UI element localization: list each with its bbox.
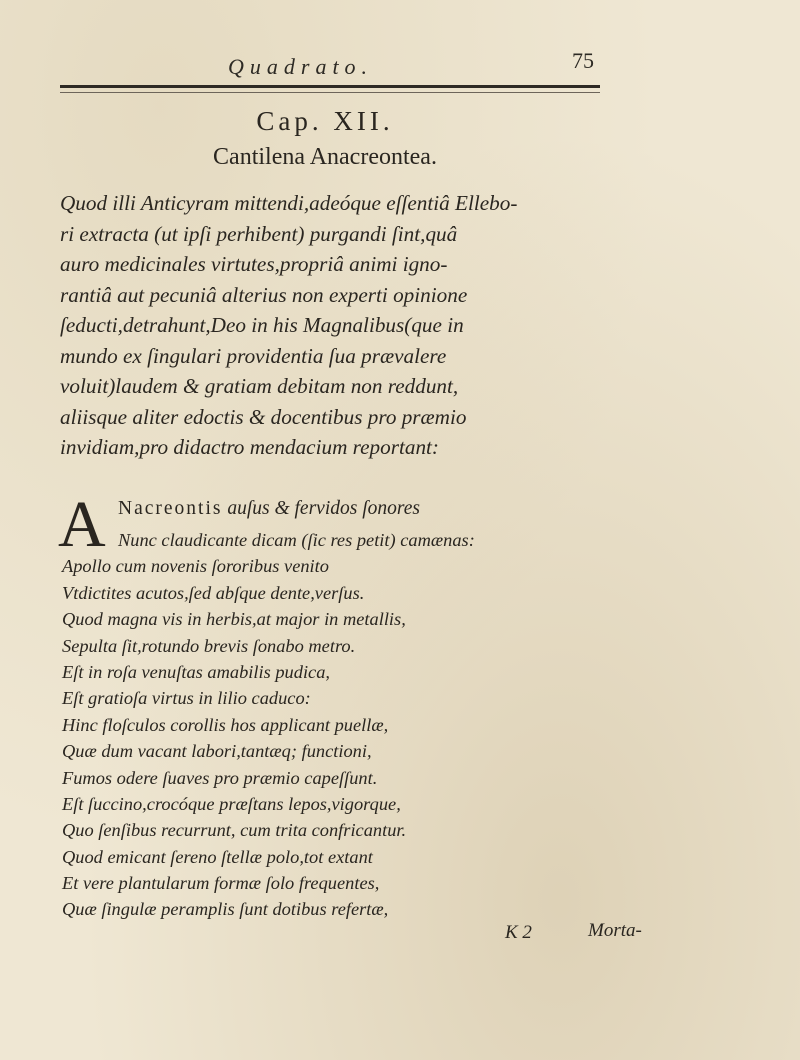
poem-line: Quo ſenſibus recurrunt, cum trita confricantur. bbox=[62, 820, 407, 841]
poem-line: Eſt ſuccino,crocóque præſtans lepos,vigorque, bbox=[62, 793, 401, 814]
poem-line: Vtdictites acutos,ſed abſque dente,verſus. bbox=[62, 582, 365, 603]
poem-line: Fumos odere ſuaves pro præmio capeſſunt. bbox=[62, 767, 378, 788]
intro-paragraph bbox=[60, 188, 628, 463]
intro-line: ri extracta (ut ipſi perhibent) purgandi ſint,quâ bbox=[60, 221, 458, 246]
header-rule bbox=[60, 85, 600, 93]
intro-line: rantiâ aut pecuniâ alterius non experti opinione bbox=[60, 282, 468, 307]
intro-line: Quod illi Anticyram mittendi,adeóque eſſentiâ Ellebo- bbox=[60, 191, 518, 215]
poem-first-line-rest: auſus & fervidos ſonores bbox=[227, 498, 420, 519]
poem-line: Apollo cum novenis ſororibus venito bbox=[62, 556, 329, 577]
poem-line: Quæ dum vacant labori,tantæq; functioni, bbox=[62, 741, 372, 762]
intro-line: auro medicinales virtutes,propriâ animi igno- bbox=[60, 252, 448, 276]
poem-line: Nunc claudicante dicam (ſic res petit) camænas: bbox=[118, 530, 475, 550]
poem-line: Quæ ſingulæ peramplis ſunt dotibus refertæ, bbox=[62, 899, 389, 920]
drop-capital: A bbox=[58, 488, 106, 561]
poem-line: Hinc floſculos corollis hos applicant puellæ, bbox=[62, 714, 389, 735]
poem-line: Sepulta ſit,rotundo brevis ſonabo metro. bbox=[62, 635, 356, 656]
intro-line: mundo ex ſingulari providentia ſua prævalere bbox=[60, 343, 447, 368]
catchword: Morta- bbox=[588, 920, 642, 941]
poem-line: Quod emicant ſereno ſtellæ polo,tot extant bbox=[62, 846, 373, 867]
poem-line: Eſt in roſa venuſtas amabilis pudica, bbox=[62, 661, 331, 682]
poem-first-line-smallcaps: Nacreontis bbox=[118, 498, 223, 519]
poem-line: Eſt gratioſa virtus in lilio caduco: bbox=[62, 688, 311, 709]
intro-line: aliisque aliter edoctis & docentibus pro præmio bbox=[60, 404, 467, 429]
page-number: 75 bbox=[572, 48, 594, 73]
chapter-subtitle: Cantilena Anacreontea. bbox=[213, 144, 437, 170]
running-head: Quadrato. bbox=[228, 54, 374, 79]
signature-mark: K 2 bbox=[505, 922, 532, 943]
poem-line: Et vere plantularum formæ ſolo frequentes, bbox=[62, 873, 380, 894]
poem-first-line bbox=[118, 498, 420, 520]
intro-line: voluit)laudem & gratiam debitam non reddunt, bbox=[60, 374, 459, 398]
intro-line: ſeducti,detrahunt,Deo in his Magnalibus(que in bbox=[60, 313, 464, 337]
poem-body bbox=[62, 527, 662, 923]
chapter-heading: Cap. XII. bbox=[256, 106, 394, 136]
intro-line: invidiam,pro didactro mendacium reportant: bbox=[60, 435, 439, 459]
poem-line: Quod magna vis in herbis,at major in metallis, bbox=[62, 609, 406, 630]
